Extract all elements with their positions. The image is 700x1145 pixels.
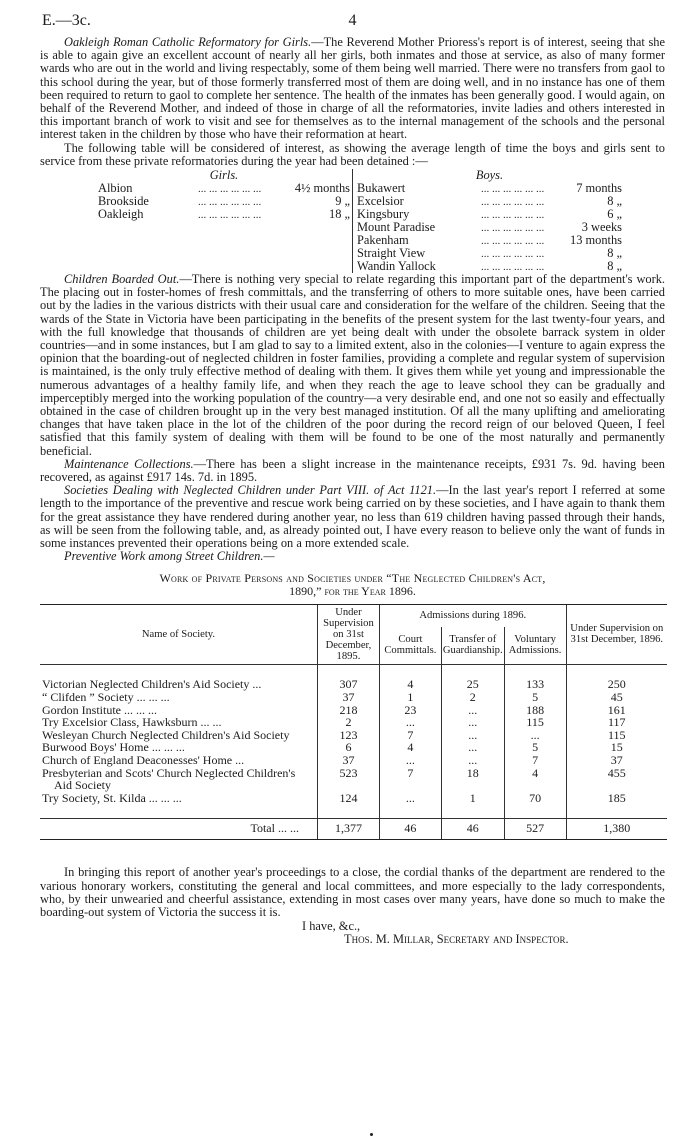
oakleigh-heading: Oakleigh Roman Catholic Reformatory for Girls. xyxy=(64,35,312,49)
cell-court: ... xyxy=(379,792,441,805)
closing-paragraph: In bringing this report of another year's proceedings to a close, the cordial thanks of the department are rendered to the various honorary workers, constituting the general and local committees, and more especially to the lady correspondents, who, by their unwearied and cheerful assistance, extending in most cases over many years, have done so much to make the boarding-out system of Victoria the success it is. xyxy=(40,865,665,920)
boys-name: Wandin Yallock xyxy=(357,259,436,274)
table-title: Work of Private Persons and Societies under “The Neglected Children's Act, xyxy=(159,570,546,585)
total-start: 1,377 xyxy=(317,818,379,840)
boarded-out-text: —There is nothing very special to relate regarding this important part of the department's work. The placing out in foster-homes of fresh committals, and the transferring of others to more suitable ones, have been carried out by the ladies in the various districts with their usual care and consideration for the welfare of the children. Seeing that the wards of the State in Victoria have been participating in the benefits of the present system for the last twenty-four years, and with the full knowledge that thousands of children are yet being dealt with under the obsolete barrack system in older countries—and in some instances, but I am glad to say to a limited extent, also in the colonies—I venture to again express the opinion that the boarding-out of neglected children in foster families, providing a complete and regular system of supervision is maintained, is the only truly effective method of dealing with them. It gives them while yet young and impressionable the numerous advantages of a healthy family life, and when they reach the age to leave school they can be gradually and imperceptibly merged into the working population of the country—a very desirable end, and one not so easily and effectually obtained in the case of children brought up in the very best managed institution. Of all the many uplifting and ameliorating changes that have taken place in the lot of the children of the poor during the record reign of our beloved Queen, I feel satisfied that this family system of dealing with them will be found to be one of the most naturally and permanently beneficial. xyxy=(40,272,666,458)
cell-transfer: ... xyxy=(441,704,504,717)
girls-value: 4½ months xyxy=(294,181,350,196)
society-name: Gordon Institute ... ... ... xyxy=(42,702,157,717)
cell-start: 218 xyxy=(317,704,379,717)
maintenance-heading: Maintenance Collections. xyxy=(64,456,194,471)
table-row xyxy=(40,754,667,767)
cell-start: 37 xyxy=(317,691,379,704)
cell-voluntary: 7 xyxy=(504,754,566,767)
cell-voluntary: 188 xyxy=(504,704,566,717)
societies-text: —In the last year's report I referred at some length to the importance of the preventive and rescue work being carried on by these societies, and I have again to thank them for the great assistance they have rendered during another year, no less than 619 children having passed through their hands, as will be seen from the following table, and, as already pointed out, I have every reason to believe only the want of funds in some instances prevented their operations being on a more extended scale. xyxy=(40,483,665,551)
cell-transfer: ... xyxy=(441,754,504,767)
cell-voluntary: 4 xyxy=(504,767,566,792)
cell-end: 455 xyxy=(566,767,667,792)
cell-voluntary: 5 xyxy=(504,691,566,704)
cell-court: 4 xyxy=(379,741,441,754)
cell-voluntary: 5 xyxy=(504,741,566,754)
cell-court: ... xyxy=(379,754,441,767)
cell-end: 115 xyxy=(566,729,667,742)
cell-court: 4 xyxy=(379,678,441,691)
cell-start: 6 xyxy=(317,741,379,754)
col-name-header: Name of Society. xyxy=(40,604,317,664)
total-voluntary: 527 xyxy=(504,818,566,840)
girls-name: Albion xyxy=(98,181,133,196)
societies-table xyxy=(40,604,667,841)
boys-name: Bukawert xyxy=(357,181,406,196)
cell-start: 123 xyxy=(317,729,379,742)
cell-transfer: 25 xyxy=(441,678,504,691)
boys-column xyxy=(352,169,622,273)
girls-column xyxy=(98,169,350,221)
boys-name: Kingsbury xyxy=(357,207,410,222)
cell-transfer: ... xyxy=(441,716,504,729)
cell-voluntary: 133 xyxy=(504,678,566,691)
society-name: Burwood Boys' Home ... ... ... xyxy=(42,740,185,755)
boarded-out-paragraph xyxy=(40,273,665,458)
cell-court: 1 xyxy=(379,691,441,704)
cell-court: 7 xyxy=(379,767,441,792)
col-under-start-header: Under Supervision on 31st December, 1895. xyxy=(317,604,379,664)
boys-name: Excelsior xyxy=(357,194,404,209)
page-header xyxy=(40,0,665,36)
boys-value: 8 „ xyxy=(607,246,622,261)
cell-court: ... xyxy=(379,716,441,729)
boys-row xyxy=(357,260,622,273)
table-row xyxy=(40,691,667,704)
girls-row xyxy=(98,208,350,221)
cell-start: 37 xyxy=(317,754,379,767)
girls-name: Oakleigh xyxy=(98,207,144,222)
table-row xyxy=(40,767,667,792)
cell-end: 37 xyxy=(566,754,667,767)
maintenance-paragraph xyxy=(40,458,665,484)
cell-start: 124 xyxy=(317,792,379,805)
girls-value: 9 „ xyxy=(335,194,350,209)
total-end: 1,380 xyxy=(566,818,667,840)
boys-value: 7 months xyxy=(576,181,622,196)
cell-transfer: 18 xyxy=(441,767,504,792)
boys-value: 3 weeks xyxy=(581,220,622,235)
signature: Thos. M. Millar, Secretary and Inspector. xyxy=(344,932,569,947)
boys-value: 8 „ xyxy=(607,194,622,209)
total-court: 46 xyxy=(379,818,441,840)
signoff: I have, &c., xyxy=(302,919,361,934)
oakleigh-text: —The Reverend Mother Prioress's report is of interest, seeing that she is able to again give an excellent account of nearly all her girls, both inmates and those at service, as also of many former wards who are out in the world and living respectably, some of them being well married. There were no transfers from gaol to this school during the year, but of those formerly transferred most of them are doing well, and in no instance has one of them been required to return to gaol to complete her sentence. The health of the inmates has been generally good. I would again, on behalf of the Reverend Mother, and indeed of those in charge of all the reformatories, invite ladies and others interested in this important branch of work to visit and see for themselves as to the internal management of the schools and the personal interest taken in the children by those who have their reformation at heart. xyxy=(40,35,665,142)
cell-end: 117 xyxy=(566,716,667,729)
cell-court: 7 xyxy=(379,729,441,742)
boys-name: Straight View xyxy=(357,246,426,261)
girls-heading: Girls. xyxy=(209,168,239,183)
table-intro-paragraph: The following table will be considered of interest, as showing the average length of time the boys and girls sent to service from these private reformatories during the year had been detained :— xyxy=(40,140,665,168)
col-admissions-header: Admissions during 1896. xyxy=(379,604,566,626)
total-row xyxy=(40,818,667,840)
page-mark xyxy=(370,1133,373,1136)
society-name: Wesleyan Church Neglected Children's Aid Society xyxy=(42,727,290,742)
boarded-out-heading: Children Boarded Out. xyxy=(64,272,180,287)
oakleigh-paragraph xyxy=(40,36,665,142)
cell-transfer: ... xyxy=(441,729,504,742)
cell-voluntary: ... xyxy=(504,729,566,742)
society-name: Presbyterian and Scots' Church Neglected Children's Aid Society xyxy=(42,765,296,793)
col-under-end-header: Under Supervision on 31st December, 1896. xyxy=(566,604,667,664)
societies-heading: Societies Dealing with Neglected Children under Part VIII. of Act 1121. xyxy=(64,483,437,498)
cell-voluntary: 70 xyxy=(504,792,566,805)
cell-transfer: 2 xyxy=(441,691,504,704)
cell-end: 185 xyxy=(566,792,667,805)
cell-end: 250 xyxy=(566,678,667,691)
society-name: Try Society, St. Kilda ... ... ... xyxy=(42,790,182,805)
preventive-heading-text: Preventive Work among Street Children.— xyxy=(64,549,275,564)
table-row xyxy=(40,716,667,729)
total-label: Total ... ... xyxy=(40,818,317,840)
page-number: 4 xyxy=(348,12,357,29)
boys-value: 8 „ xyxy=(607,259,622,274)
col-voluntary-header: Voluntary Admissions. xyxy=(504,627,566,665)
cell-transfer: 1 xyxy=(441,792,504,805)
table-year: 1890,” for the Year 1896. xyxy=(289,583,416,598)
boys-heading: Boys. xyxy=(475,168,504,183)
table-row xyxy=(40,792,667,805)
societies-paragraph xyxy=(40,484,665,550)
cell-end: 15 xyxy=(566,741,667,754)
cell-end: 45 xyxy=(566,691,667,704)
society-name: “ Clifden ” Society ... ... ... xyxy=(42,690,170,704)
boys-name: Pakenham xyxy=(357,233,409,248)
cell-start: 523 xyxy=(317,767,379,792)
girls-name: Brookside xyxy=(98,194,149,209)
preventive-heading xyxy=(40,550,665,563)
col-court-header: Court Committals. xyxy=(379,627,441,665)
cell-court: 23 xyxy=(379,704,441,717)
cell-end: 161 xyxy=(566,704,667,717)
detention-table xyxy=(40,169,665,273)
report-code: E.—3c. xyxy=(42,12,91,29)
boys-name: Mount Paradise xyxy=(357,220,436,235)
society-name: Victorian Neglected Children's Aid Society ... xyxy=(42,677,262,692)
girls-value: 18 „ xyxy=(329,207,350,222)
cell-voluntary: 115 xyxy=(504,716,566,729)
society-name: Church of England Deaconesses' Home ... xyxy=(42,752,245,767)
document-page xyxy=(40,0,665,947)
maintenance-text: —There has been a slight increase in the maintenance receipts, £931 7s. 9d. having been recovered, as against £917 14s. 7d. in 1895. xyxy=(40,456,665,485)
cell-transfer: ... xyxy=(441,741,504,754)
cell-start: 307 xyxy=(317,678,379,691)
boys-value: 6 „ xyxy=(607,207,622,222)
cell-start: 2 xyxy=(317,716,379,729)
total-transfer: 46 xyxy=(441,818,504,840)
society-name: Try Excelsior Class, Hawksburn ... ... xyxy=(42,715,222,730)
col-transfer-header: Transfer of Guardianship. xyxy=(441,627,504,665)
boys-value: 13 months xyxy=(570,233,622,248)
